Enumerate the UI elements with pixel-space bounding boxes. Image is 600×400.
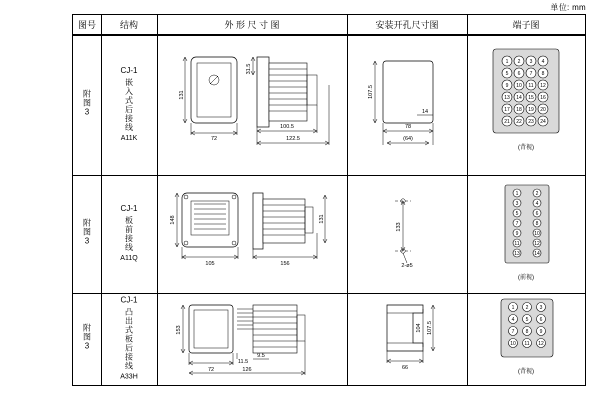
svg-text:9: 9 [539, 329, 543, 335]
svg-text:7: 7 [515, 221, 519, 227]
mounting-drawing-1 [347, 35, 467, 175]
svg-text:(64): (64) [403, 136, 413, 142]
svg-text:1: 1 [511, 305, 515, 311]
svg-text:10: 10 [510, 341, 516, 347]
spec-table [72, 14, 586, 386]
cell-mounting-drawing [347, 293, 467, 385]
svg-text:3: 3 [515, 201, 519, 207]
svg-text:15: 15 [528, 95, 534, 101]
cell-outline-drawing [157, 35, 347, 175]
terminal-diagram-1 [467, 35, 585, 161]
structure-block [102, 66, 156, 144]
svg-text:133: 133 [396, 222, 402, 232]
header-outline: 外 形 尺 寸 图 [224, 20, 280, 30]
terminal-diagram-3 [467, 293, 585, 385]
terminal-caption-1: (背视) [518, 145, 534, 151]
figure-no-text: 附图3 [82, 218, 92, 247]
unit-note: 单位: mm [550, 3, 586, 12]
svg-text:2: 2 [517, 59, 521, 65]
svg-text:13: 13 [504, 95, 510, 101]
svg-text:11: 11 [528, 83, 534, 89]
svg-text:12: 12 [538, 341, 544, 347]
svg-text:2-ø5: 2-ø5 [401, 263, 413, 269]
cell-terminal-diagram [467, 35, 585, 175]
svg-text:131: 131 [179, 90, 185, 100]
cell-terminal-diagram [467, 293, 585, 385]
svg-text:22: 22 [516, 119, 522, 125]
svg-text:78: 78 [404, 124, 412, 130]
svg-text:148: 148 [170, 215, 176, 225]
terminal-diagram-2 [467, 175, 585, 293]
cell-figure-no [73, 175, 101, 293]
svg-text:104: 104 [416, 323, 422, 333]
svg-text:72: 72 [207, 367, 215, 373]
figure-no-text: 附图3 [82, 89, 92, 118]
structure-model: A11K [120, 135, 138, 142]
svg-text:9.5: 9.5 [257, 353, 265, 359]
svg-text:7: 7 [511, 329, 515, 335]
svg-text:4: 4 [535, 201, 539, 207]
svg-text:153: 153 [176, 325, 182, 335]
svg-text:8: 8 [525, 329, 529, 335]
cell-figure-no [73, 293, 101, 385]
structure-block [102, 296, 156, 383]
cell-mounting-drawing [347, 175, 467, 293]
svg-text:10: 10 [534, 231, 540, 237]
svg-text:66: 66 [401, 365, 409, 371]
svg-text:3: 3 [539, 305, 543, 311]
svg-text:72: 72 [210, 136, 218, 142]
svg-text:7: 7 [529, 71, 533, 77]
structure-code: CJ-1 [120, 204, 138, 213]
cell-outline-drawing [157, 293, 347, 385]
svg-text:12: 12 [534, 241, 540, 247]
cell-figure-no [73, 35, 101, 175]
svg-text:4: 4 [511, 317, 515, 323]
svg-text:23: 23 [528, 119, 534, 125]
structure-desc: 板前接线 [124, 216, 134, 252]
svg-text:2: 2 [535, 191, 539, 197]
figure-no-text: 附图3 [82, 323, 92, 352]
mounting-drawing-2 [347, 175, 467, 293]
svg-text:31.5: 31.5 [246, 63, 252, 75]
header-terminal: 端子图 [512, 20, 540, 30]
svg-text:100.5: 100.5 [280, 124, 294, 130]
structure-code: CJ-1 [120, 66, 138, 75]
header-structure: 结构 [119, 20, 138, 30]
svg-text:5: 5 [515, 211, 519, 217]
cell-mounting-drawing [347, 35, 467, 175]
svg-text:14: 14 [534, 251, 540, 257]
svg-text:6: 6 [535, 211, 539, 217]
cell-structure [101, 175, 157, 293]
svg-text:11: 11 [524, 341, 530, 347]
svg-text:12: 12 [540, 83, 546, 89]
svg-text:107.5: 107.5 [368, 85, 374, 99]
svg-text:19: 19 [528, 107, 534, 113]
cell-structure [101, 35, 157, 175]
svg-text:126: 126 [242, 367, 252, 373]
table-row [73, 175, 585, 293]
mounting-drawing-3 [347, 293, 467, 385]
svg-text:9: 9 [515, 231, 519, 237]
svg-text:11.5: 11.5 [237, 359, 249, 365]
svg-text:105: 105 [205, 261, 215, 267]
svg-text:107.5: 107.5 [427, 321, 433, 335]
svg-text:8: 8 [535, 221, 539, 227]
svg-text:9: 9 [505, 83, 509, 89]
svg-text:6: 6 [517, 71, 521, 77]
svg-text:21: 21 [504, 119, 510, 125]
outline-drawing-2 [157, 175, 347, 293]
structure-desc: 嵌入式后接线 [124, 78, 134, 132]
svg-text:1: 1 [505, 59, 509, 65]
svg-text:6: 6 [539, 317, 543, 323]
svg-text:13: 13 [514, 251, 520, 257]
header-mounting: 安装开孔尺寸图 [375, 20, 439, 30]
svg-text:3: 3 [529, 59, 533, 65]
svg-text:14: 14 [516, 95, 522, 101]
svg-text:20: 20 [540, 107, 546, 113]
svg-text:5: 5 [505, 71, 509, 77]
cell-outline-drawing [157, 175, 347, 293]
table-row [73, 35, 585, 175]
cell-structure [101, 293, 157, 385]
structure-code: CJ-1 [120, 295, 138, 305]
svg-text:24: 24 [540, 119, 546, 125]
terminal-caption-3: (背视) [518, 369, 534, 375]
structure-model: A11Q [120, 255, 138, 262]
svg-text:14: 14 [421, 109, 429, 115]
svg-text:2: 2 [525, 305, 529, 311]
header-figure-no: 图号 [77, 20, 96, 30]
svg-text:8: 8 [541, 71, 545, 77]
svg-text:18: 18 [516, 107, 522, 113]
structure-block [102, 204, 156, 264]
table-row [73, 293, 585, 385]
outline-drawing-1 [157, 35, 347, 175]
structure-model: A33H [120, 373, 138, 381]
svg-text:1: 1 [515, 191, 519, 197]
svg-text:17: 17 [504, 107, 510, 113]
svg-text:122.5: 122.5 [286, 136, 300, 142]
svg-text:131: 131 [319, 214, 325, 224]
svg-text:156: 156 [280, 261, 290, 267]
svg-text:10: 10 [516, 83, 522, 89]
svg-text:16: 16 [540, 95, 546, 101]
svg-text:11: 11 [514, 241, 520, 247]
svg-text:4: 4 [541, 59, 545, 65]
terminal-caption-2: (前视) [518, 275, 534, 281]
table-header [73, 15, 585, 35]
cell-terminal-diagram [467, 175, 585, 293]
svg-text:5: 5 [525, 317, 529, 323]
outline-drawing-3 [157, 293, 347, 385]
structure-desc: 凸出式板后接线 [124, 307, 134, 371]
